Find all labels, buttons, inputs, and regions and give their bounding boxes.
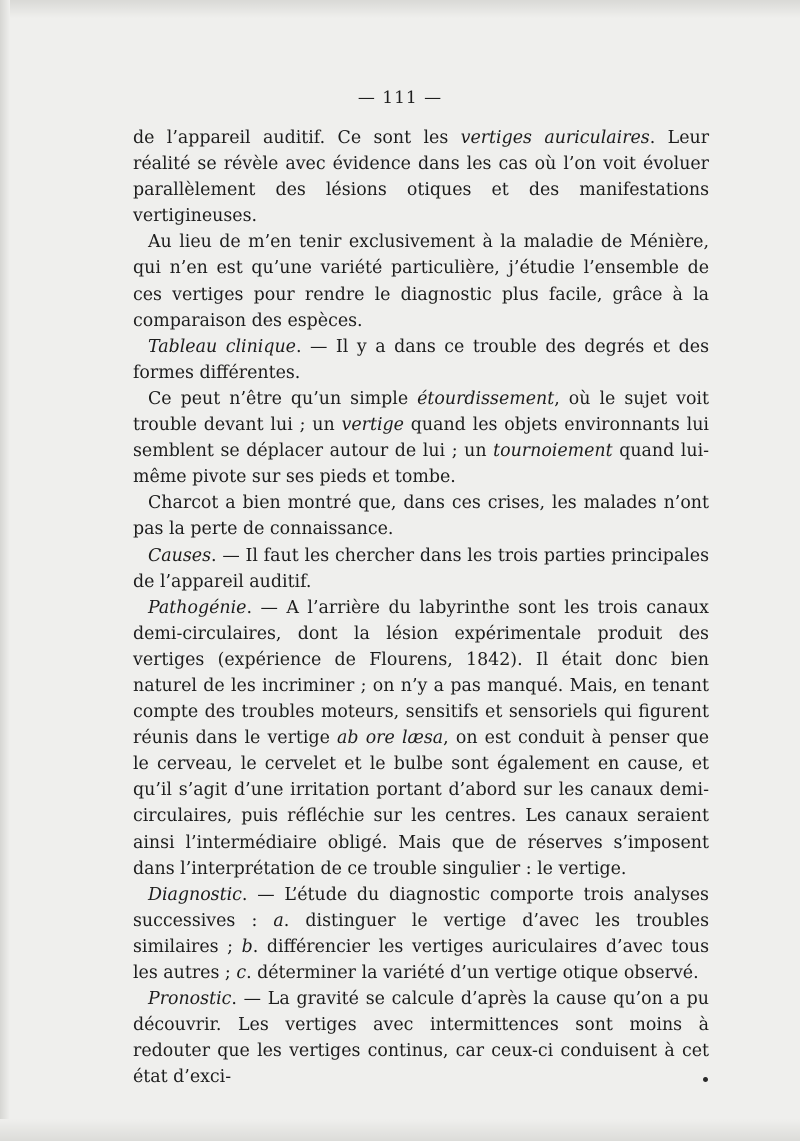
paragraph [133,125,709,229]
italic-text: b [241,936,253,957]
italic-text: c [236,963,247,983]
italic-text: étourdissement [417,388,555,409]
text-run: Au lieu de m’en tenir exclusivement à la maladie de Ménière, qui n’en est qu’une variété particulière, j’étudie l’ensemble de ces vertiges pour rendre le diagnostic plus facile, grâce à la comparaison des espèces. [133,232,709,331]
italic-text: tournoiement [493,441,613,462]
paragraph [133,386,709,490]
paragraph [133,986,709,1090]
text-run: quand les objets environnants lui semblent se déplacer autour de lui ; un [133,415,709,462]
scan-edge-left [0,0,10,1141]
text-run: . Leur réalité se révèle avec évidence dans les cas où l’on voit évoluer parallèlement des lésions otiques et des manifestations vertigineuses. [133,128,710,227]
italic-text: ab ore læsa [337,728,444,749]
text-run: . différencier les vertiges auriculaires d’avec tous les autres ; [133,936,709,983]
italic-text: Tableau clinique [148,336,296,357]
paragraph [133,490,709,542]
text-run: . déterminer la variété d’un vertige otique observé. [246,963,699,983]
ink-speck [703,1077,708,1082]
paragraph [133,595,709,882]
text-run: quand lui-même pivote sur ses pieds et tombe. [133,441,710,488]
scan-edge-top [0,0,800,18]
italic-text: vertige [341,415,404,436]
text-run: . — A l’arrière du labyrinthe sont les trois canaux demi-circulaires, dont la lésion expérimentale produit des vertiges (expérience de Flourens, 1842). Il était donc bien naturel de les incriminer ; on n’y a pas manqué. Mais, en tenant compte des troubles moteurs, sensitifs et sensoriels qui figurent réunis dans le vertige [133,597,709,749]
paragraph [133,543,709,595]
text-run: , où le sujet voit trouble devant lui ; un [133,388,709,436]
text-run: Charcot a bien montré que, dans ces crises, les malades n’ont pas la perte de connaissance. [133,493,709,540]
text-run: . — Il y a dans ce trouble des degrés et des formes différentes. [133,336,709,383]
text-run: . distinguer le vertige d’avec les troubles similaires ; [133,910,709,957]
italic-text: a [273,910,284,931]
paragraph [133,229,709,333]
italic-text: Pronostic [148,989,232,1010]
scan-edge-bottom [0,1119,800,1141]
text-run: . — Il faut les chercher dans les trois parties principales de l’appareil auditif. [133,545,709,592]
italic-text: Pathogénie [148,597,247,618]
italic-text: Causes [148,545,212,566]
paragraph [133,334,709,386]
text-run: . — La gravité se calcule d’après la cause qu’on a pu découvrir. Les vertiges avec intermittences sont moins à redouter que les vertiges continus, car ceux-ci conduisent à cet état d’exci- [133,989,709,1088]
text-run: Ce peut n’être qu’un simple [148,388,418,409]
text-run: , on est conduit à penser que le cerveau, le cervelet et le bulbe sont également en cause, et qu’il s’agit d’une irritation portant d’abord sur les canaux demi-circulaires, puis réfléchie sur les centres. Les canaux seraient ainsi l’intermédiaire obligé. Mais que de réserves s’imposent dans l’interprétation de ce trouble singulier : le vertige. [133,728,709,879]
page-number: — 111 — [357,88,443,108]
body-text [133,125,709,1090]
italic-text: vertiges auriculaires [460,128,650,148]
text-run: . — L’étude du diagnostic comporte trois analyses successives : [133,884,709,931]
italic-text: Diagnostic [148,884,242,905]
text-run: de l’appareil auditif. Ce sont les [133,128,461,148]
paragraph [133,882,709,986]
